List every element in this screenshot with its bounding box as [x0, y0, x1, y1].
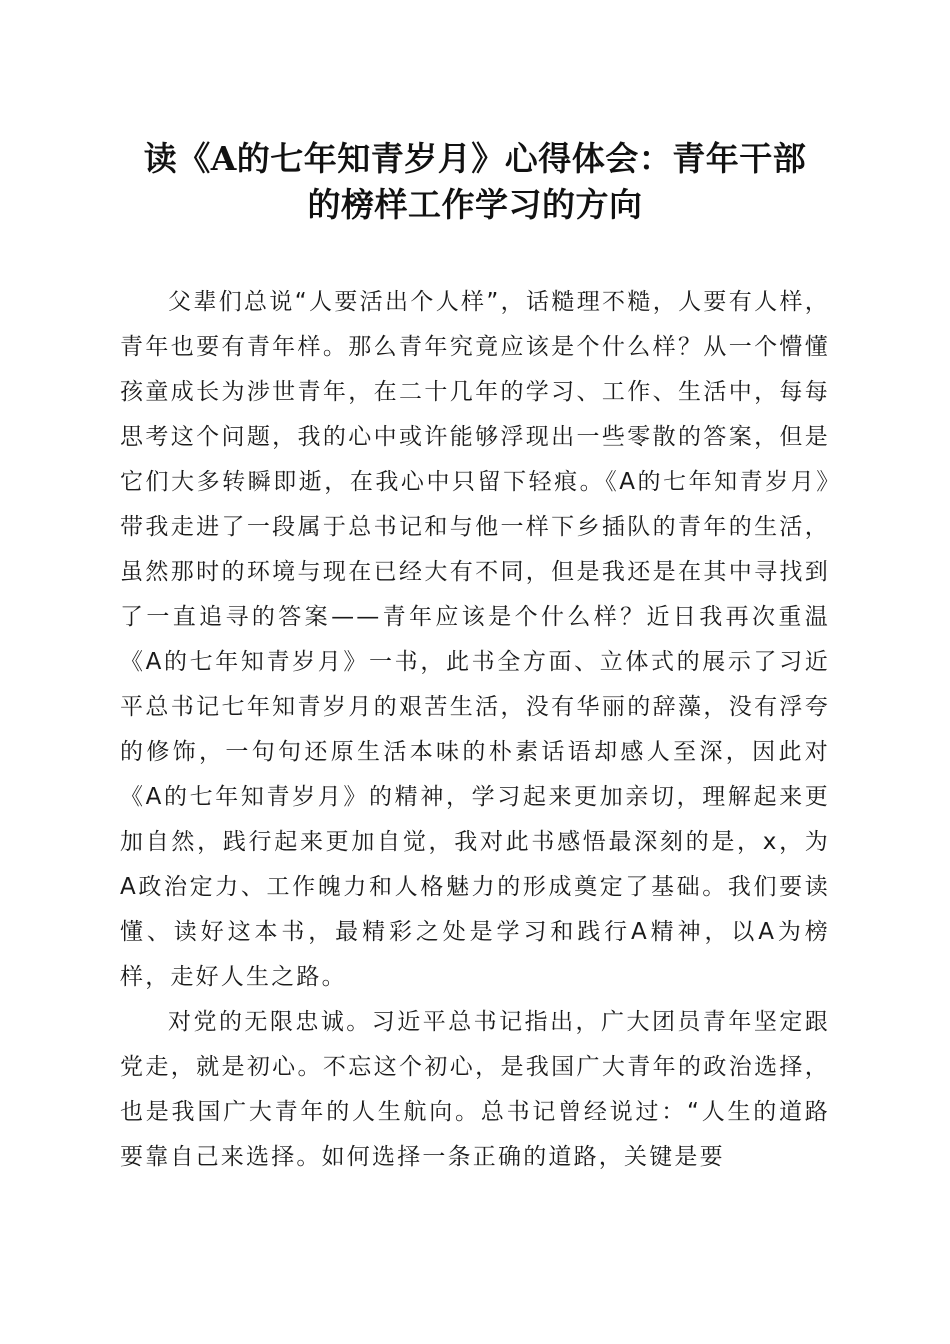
- title-line-2: 的榜样工作学习的方向: [307, 185, 643, 224]
- paragraph-1: 父辈们总说“人要活出个人样”，话糙理不糙，人要有人样，青年也要有青年样。那么青年究竟应该是个什么样？从一个懵懂孩童成长为涉世青年，在二十几年的学习、工作、生活中，每每思考这个问题，我的心中或许能够浮现出一些零散的答案，但是它们大多转瞬即逝，在我心中只留下轻痕。《A的七年知青岁月》带我走进了一段属于总书记和与他一样下乡插队的青年的生活，虽然那时的环境与现在已经大有不同，但是我还是在其中寻找到了一直追寻的答案——青年应该是个什么样？近日我再次重温《A的七年知青岁月》一书，此书全方面、立体式的展示了习近平总书记七年知青岁月的艰苦生活，没有华丽的辞藻，没有浮夸的修饰，一句句还原生活本味的朴素话语却感人至深，因此对《A的七年知青岁月》的精神，学习起来更加亲切，理解起来更加自然，践行起来更加自觉，我对此书感悟最深刻的是，x，为A政治定力、工作魄力和人格魅力的形成奠定了基础。我们要读懂、读好这本书，最精彩之处是学习和践行A精神，以A为榜样，走好人生之路。: [120, 289, 830, 990]
- paragraph-2: 对党的无限忠诚。习近平总书记指出，广大团员青年坚定跟党走，就是初心。不忘这个初心，是我国广大青年的政治选择，也是我国广大青年的人生航向。总书记曾经说过：“人生的道路要靠自己来选择。如何选择一条正确的道路，关键是要: [120, 1009, 830, 1170]
- title-line-1: 读《A的七年知青岁月》心得体会：青年干部: [143, 139, 807, 178]
- document-title: [100, 136, 850, 228]
- document-body: [120, 280, 830, 1180]
